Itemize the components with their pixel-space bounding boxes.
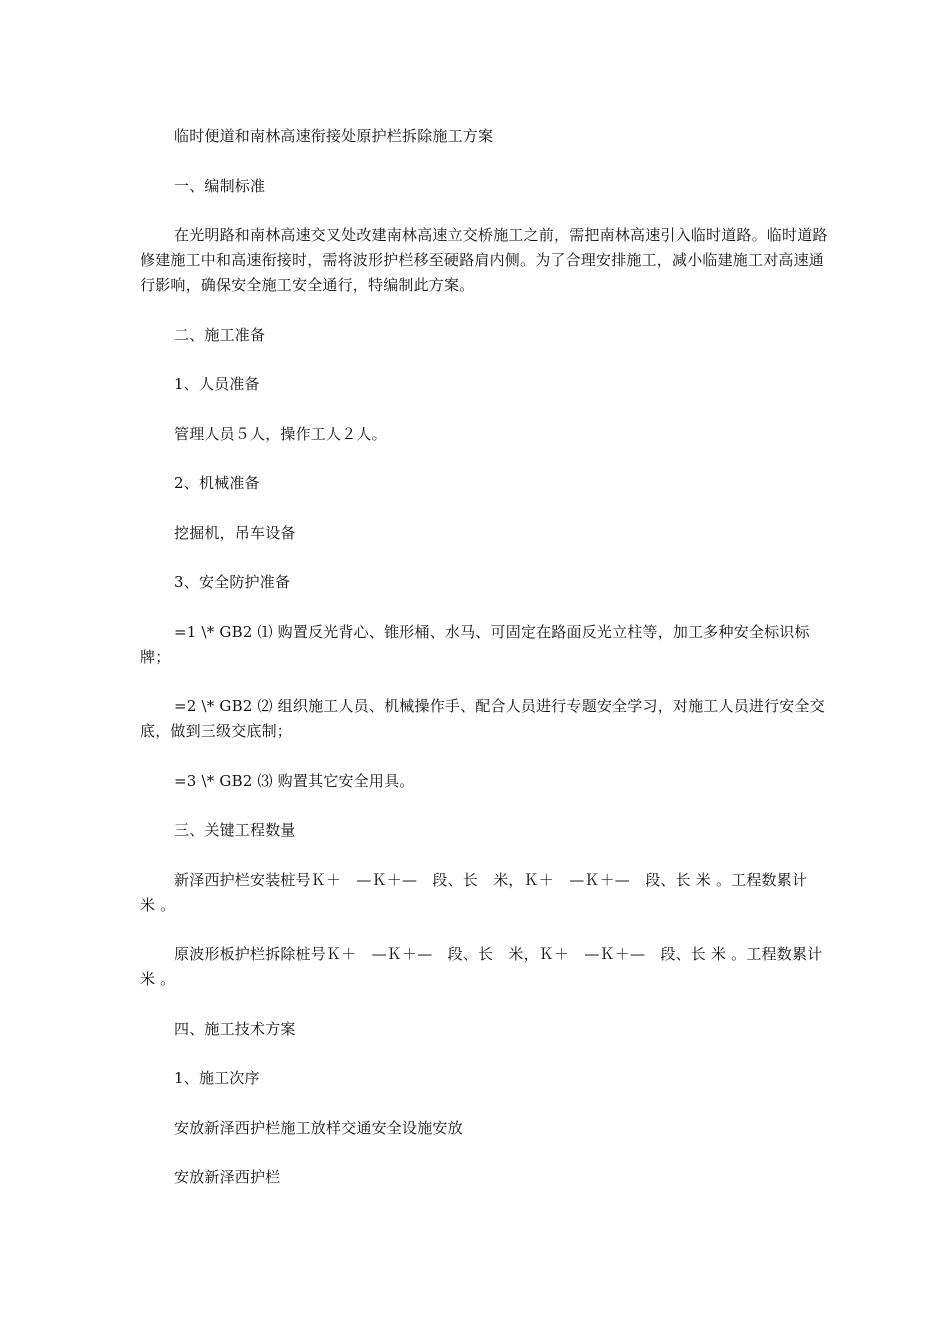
body-paragraph-sequence: 安放新泽西护栏施工放样交通安全设施安放	[174, 1118, 463, 1137]
section-heading-technical: 四、施工技术方案	[174, 1019, 296, 1038]
body-paragraph-removal: 原波形板护栏拆除桩号Ｋ＋ —Ｋ＋— 段、长 米，Ｋ＋ —Ｋ＋— 段、长 米 。工程数累计 米 。	[140, 945, 838, 988]
section-heading-standards: 一、编制标准	[174, 176, 266, 195]
list-item-safety-1: =1 \* GB2 ⑴ 购置反光背心、锥形桶、水马、可固定在路面反光立柱等，加工多种安全标识标牌；	[140, 622, 810, 666]
body-paragraph-intro: 在光明路和南林高速交叉处改建南林高速立交桥施工之前，需把南林高速引入临时道路。临时道路修建施工中和高速衔接时，需将波形护栏移至硬路肩内侧。为了合理安排施工，减小临建施工对高速通行影响，确保安全施工安全通行，特编制此方案。	[140, 226, 828, 294]
list-item-safety-2: =2 \* GB2 ⑵ 组织施工人员、机械操作手、配合人员进行专题安全学习，对施工人员进行安全交底，做到三级交底制；	[140, 697, 825, 740]
subheading-safety: 3、安全防护准备	[174, 573, 291, 591]
document-title: 临时便道和南林高速衔接处原护栏拆除施工方案	[174, 127, 494, 145]
body-paragraph-install: 新泽西护栏安装桩号Ｋ＋ —Ｋ＋— 段、长 米，Ｋ＋ —Ｋ＋— 段、长 米 。工程数累计 米 。	[140, 870, 823, 914]
section-heading-preparation: 二、施工准备	[174, 325, 266, 344]
list-item-safety-3: =3 \* GB2 ⑶ 购置其它安全用具。	[174, 771, 415, 790]
subheading-machinery: 2、机械准备	[174, 474, 260, 492]
body-paragraph-install-barrier: 安放新泽西护栏	[174, 1168, 281, 1186]
section-heading-quantities: 三、关键工程数量	[174, 821, 296, 839]
subheading-sequence: 1、施工次序	[174, 1069, 260, 1087]
body-paragraph-machinery: 挖掘机，吊车设备	[174, 523, 296, 542]
subheading-personnel: 1、人员准备	[174, 375, 260, 393]
document-page	[140, 124, 838, 1215]
body-paragraph-personnel: 管理人员５人，操作工人２人。	[174, 424, 387, 443]
